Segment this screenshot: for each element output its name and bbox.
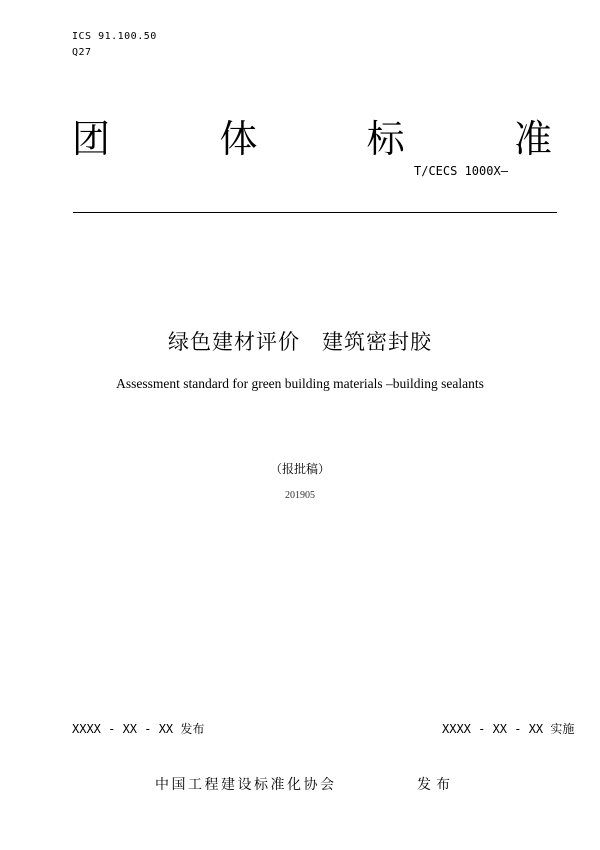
issue-date: XXXX - XX - XX 发布: [72, 722, 205, 736]
standard-number: T/CECS 1000X—: [414, 164, 508, 178]
standard-type-heading: [72, 112, 552, 161]
ccs-code: Q27: [72, 47, 92, 58]
ics-code: ICS 91.100.50: [72, 31, 157, 42]
standard-type-char: 体: [219, 116, 258, 161]
implementation-date: XXXX - XX - XX 实施: [442, 722, 575, 736]
draft-date: 201905: [285, 490, 315, 501]
standard-type-char: 准: [513, 116, 552, 161]
english-title: Assessment standard for green building materials –building sealants: [116, 376, 484, 391]
draft-status: （报批稿）: [269, 462, 330, 476]
header-divider: [73, 212, 557, 213]
issue-label: 发布: [417, 777, 455, 793]
issuing-organization: 中国工程建设标准化协会: [155, 777, 337, 793]
standard-type-char: 团: [72, 116, 111, 161]
chinese-title: 绿色建材评价 建筑密封胶: [168, 330, 432, 354]
standard-type-char: 标: [366, 116, 405, 161]
